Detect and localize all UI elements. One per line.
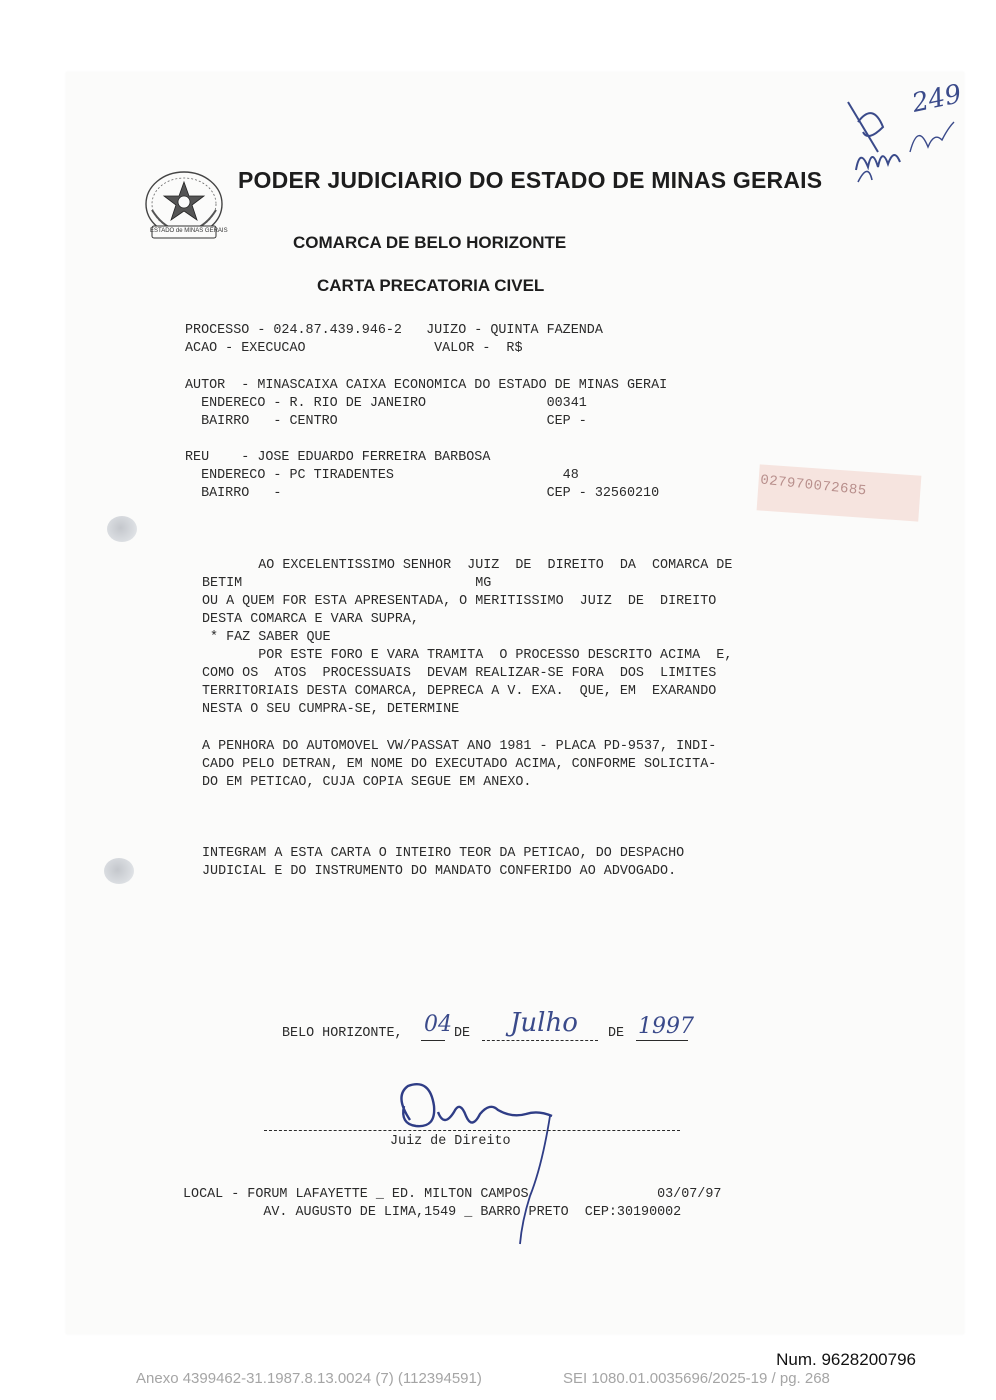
body-line: OU A QUEM FOR ESTA APRESENTADA, O MERITISSIMO JUIZ DE DIREITO (202, 594, 717, 609)
body-line: COMO OS ATOS PROCESSUAIS DEVAM REALIZAR-SE FORA DOS LIMITES (202, 666, 717, 681)
date-day: 04 (424, 1012, 452, 1037)
location-line-1: LOCAL - FORUM LAFAYETTE _ ED. MILTON CAMPOS 03/07/97 (183, 1187, 722, 1202)
document-type-title: CARTA PRECATORIA CIVEL (317, 276, 545, 295)
initials-scribble (838, 92, 958, 192)
court-title: PODER JUDICIARIO DO ESTADO DE MINAS GERAIS (238, 167, 823, 193)
protocol-stamp-number: 027970072685 (759, 472, 868, 500)
process-line-2: ACAO - EXECUCAO VALOR - R$ (185, 341, 523, 356)
signature-line (264, 1130, 680, 1131)
body-line: A PENHORA DO AUTOMOVEL VW/PASSAT ANO 1981 - PLACA PD-9537, INDI- (202, 739, 717, 754)
signature-role: Juiz de Direito (390, 1134, 511, 1149)
date-month-underline (482, 1040, 598, 1041)
date-de-1: DE (454, 1026, 471, 1041)
reu-line-2: ENDERECO - PC TIRADENTES 48 (185, 468, 579, 483)
body-line: BETIM MG (202, 576, 492, 591)
comarca-title: COMARCA DE BELO HORIZONTE (293, 233, 567, 252)
sei-reference: SEI 1080.01.0035696/2025-19 / pg. 268 (563, 1370, 830, 1387)
coat-of-arms-seal (142, 168, 226, 246)
punch-hole-bottom (104, 858, 134, 884)
location-line-2: AV. AUGUSTO DE LIMA,1549 _ BARRO PRETO CEP:30190002 (183, 1205, 682, 1220)
body-line: DO EM PETICAO, CUJA COPIA SEGUE EM ANEXO. (202, 775, 532, 790)
reu-line-3: BAIRRO - CEP - 32560210 (185, 486, 660, 501)
date-month: Julho (510, 1008, 578, 1038)
autor-line-3: BAIRRO - CENTRO CEP - (185, 414, 587, 429)
body-line: CADO PELO DETRAN, EM NOME DO EXECUTADO ACIMA, CONFORME SOLICITA- (202, 757, 717, 772)
body-line: TERRITORIAIS DESTA COMARCA, DEPRECA A V. EXA. QUE, EM EXARANDO (202, 684, 717, 699)
body-paragraph-2 (202, 738, 716, 792)
body-paragraph-1 (202, 557, 732, 719)
document-number: Num. 9628200796 (776, 1350, 916, 1369)
body-line: JUDICIAL E DO INSTRUMENTO DO MANDATO CONFERIDO AO ADVOGADO. (202, 864, 677, 879)
date-de-2: DE (608, 1026, 625, 1041)
page-number-annotation: 249 (909, 79, 965, 119)
body-line: NESTA O SEU CUMPRA-SE, DETERMINE (202, 702, 460, 717)
date-day-underline (421, 1040, 445, 1041)
autor-line-2: ENDERECO - R. RIO DE JANEIRO 00341 (185, 396, 587, 411)
punch-hole-top (107, 516, 137, 542)
process-line-1: PROCESSO - 024.87.439.946-2 JUIZO - QUINTA FAZENDA (185, 323, 603, 338)
date-city: BELO HORIZONTE, (282, 1026, 403, 1041)
date-year: 1997 (638, 1014, 694, 1039)
body-paragraph-3 (202, 845, 684, 881)
date-year-underline (636, 1040, 688, 1041)
reu-line-1: REU - JOSE EDUARDO FERREIRA BARBOSA (185, 450, 491, 465)
body-line: INTEGRAM A ESTA CARTA O INTEIRO TEOR DA PETICAO, DO DESPACHO (202, 846, 685, 861)
body-line: POR ESTE FORO E VARA TRAMITA O PROCESSO DESCRITO ACIMA E, (202, 648, 733, 663)
body-line: AO EXCELENTISSIMO SENHOR JUIZ DE DIREITO DA COMARCA DE (202, 558, 733, 573)
body-line: * FAZ SABER QUE (202, 630, 331, 645)
autor-line-1: AUTOR - MINASCAIXA CAIXA ECONOMICA DO ESTADO DE MINAS GERAI (185, 378, 668, 393)
seal-text: ESTADO de MINAS GERAIS (150, 228, 228, 234)
body-line: DESTA COMARCA E VARA SUPRA, (202, 612, 419, 627)
annex-reference: Anexo 4399462-31.1987.8.13.0024 (7) (112394591) (136, 1370, 482, 1387)
